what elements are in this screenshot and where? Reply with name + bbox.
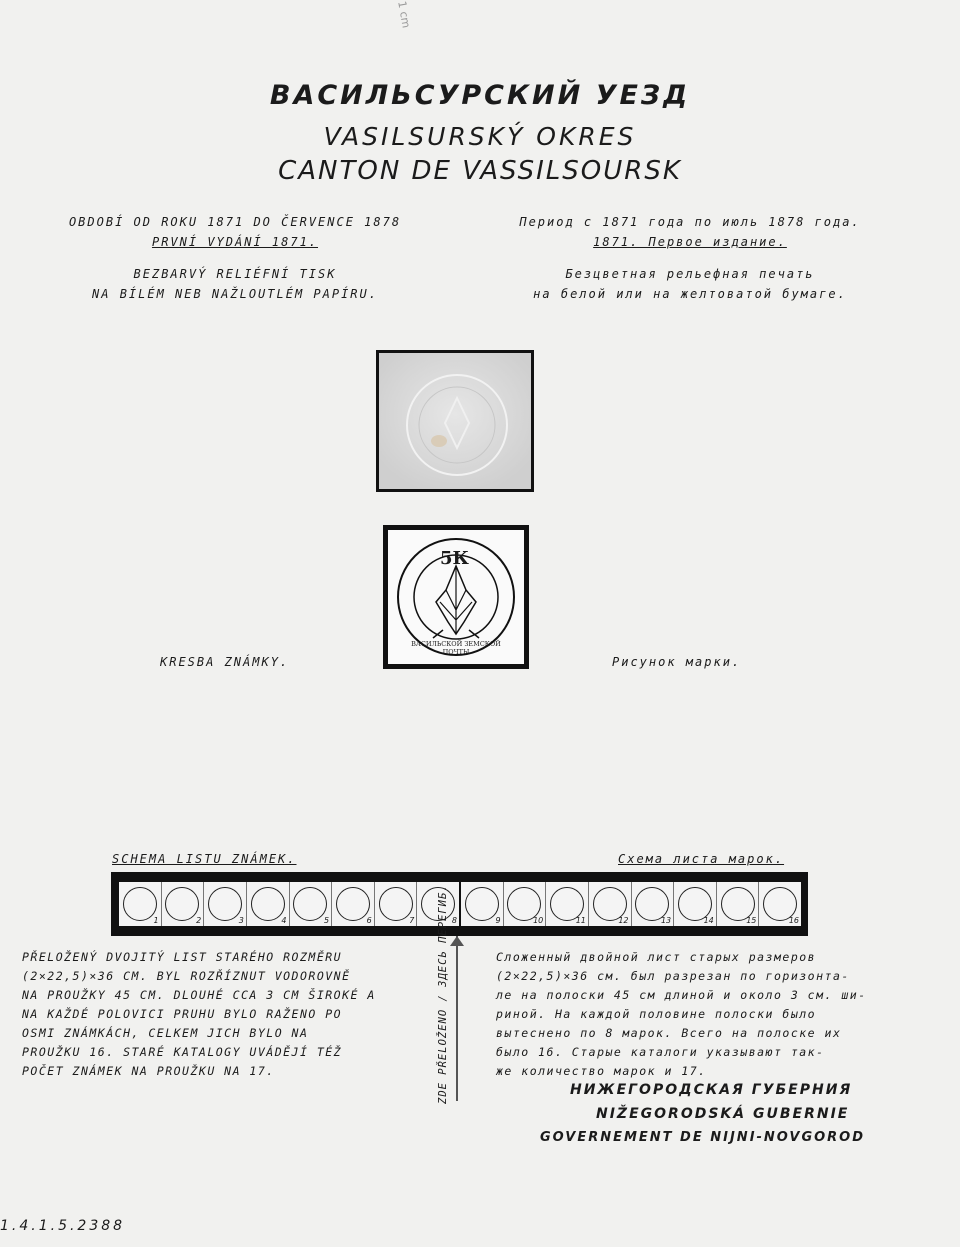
- stamp-cell: [717, 882, 760, 926]
- cell-number: 4: [281, 916, 287, 925]
- title-russian: ВАСИЛЬСУРСКИЙ УЕЗД: [269, 80, 691, 111]
- cell-number: 7: [409, 916, 415, 925]
- cell-number: 8: [451, 916, 457, 925]
- strip-cells: [119, 882, 801, 926]
- paragraph-line: Сложенный двойной лист старых размеров: [496, 950, 817, 964]
- fold-note: [436, 884, 476, 1104]
- caption-left: KRESBA ZNÁMKY.: [160, 655, 290, 669]
- stamp-circle: [123, 887, 157, 921]
- stamp-cell: [504, 882, 547, 926]
- cell-number: 15: [746, 916, 757, 925]
- cell-number: 16: [788, 916, 799, 925]
- cell-number: 5: [324, 916, 330, 925]
- paragraph-right: [496, 948, 906, 1081]
- stamp-cell: [162, 882, 205, 926]
- paragraph-line: NA PROUŽKY 45 CM. DLOUHÉ CCA 3 CM ŠIROKÉ A: [22, 988, 376, 1002]
- stamp-circle: [336, 887, 370, 921]
- stamp-cell: [375, 882, 418, 926]
- paragraph-line: PŘELOŽENÝ DVOJITÝ LIST STARÉHO ROZMĚRU: [22, 950, 343, 964]
- left-edition: PRVNÍ VYDÁNÍ 1871.: [151, 235, 319, 249]
- sheet-strip: [111, 872, 808, 936]
- right-column: [490, 212, 890, 304]
- paragraph-line: риной. На каждой половине полоски было: [496, 1007, 817, 1021]
- stamp-value: 5К: [440, 548, 469, 569]
- stamp-cell: [119, 882, 162, 926]
- stamp-legend: ВАСИЛЬСКОЙ ЗЕМСКОЙ ПОЧТЫ: [411, 640, 501, 656]
- stamp-cell: [674, 882, 717, 926]
- title-czech: VASILSURSKÝ OKRES: [323, 122, 637, 151]
- stamp-cell: [204, 882, 247, 926]
- cell-number: 2: [196, 916, 202, 925]
- left-print-line1: BEZBARVÝ RELIÉFNÍ TISK: [133, 267, 337, 281]
- stamp-cell: [461, 882, 504, 926]
- left-print-line2: NA BÍLÉM NEB NAŽLOUTLÉM PAPÍRU.: [92, 287, 378, 301]
- stamp-cell: [759, 882, 801, 926]
- cell-number: 13: [660, 916, 672, 925]
- paragraph-line: вытеснено по 8 марок. Всего на полоске их: [496, 1026, 842, 1040]
- left-period: OBDOBÍ OD ROKU 1871 DO ČERVENCE 1878: [68, 215, 402, 229]
- cell-number: 14: [703, 916, 714, 925]
- paragraph-line: PROUŽKU 16. STARÉ KATALOGY UVÁDĚJÍ TÉŽ: [22, 1045, 343, 1059]
- cell-number: 10: [533, 916, 544, 925]
- cell-number: 6: [366, 916, 372, 925]
- stamp-cell: [290, 882, 333, 926]
- title-french: CANTON DE VASSILSOURSK: [278, 156, 682, 186]
- stamp-cell: [589, 882, 632, 926]
- province-czech: NIŽEGORODSKÁ GUBERNIE: [596, 1106, 850, 1122]
- paragraph-line: POČET ZNÁMEK NA PROUŽKU NA 17.: [22, 1064, 275, 1078]
- cell-number: 9: [495, 916, 501, 925]
- sheet-label-right: Схема листа марок.: [618, 852, 785, 866]
- pencil-note: 1 cm: [395, 0, 413, 30]
- paragraph-line: OSMI ZNÁMKÁCH, CELKEM JICH BYLO NA: [22, 1026, 309, 1040]
- embossed-stamp-svg: [379, 353, 531, 489]
- cell-number: 1: [153, 916, 159, 925]
- stamp-cell: [332, 882, 375, 926]
- cell-number: 11: [575, 916, 586, 925]
- stamp-circle: [208, 887, 242, 921]
- caption-right: Рисунок марки.: [612, 655, 742, 669]
- embossed-stamp-image: [376, 350, 534, 492]
- right-period: Период с 1871 года по июль 1878 года.: [519, 215, 861, 229]
- cell-number: 3: [238, 916, 244, 925]
- stamp-circle: [165, 887, 199, 921]
- reference-number: 1.4.1.5.2388: [0, 1218, 126, 1234]
- province-russian: НИЖЕГОРОДСКАЯ ГУБЕРНИЯ: [570, 1082, 853, 1098]
- stamp-circle: [465, 887, 499, 921]
- province-french: GOVERNEMENT DE NIJNI-NOVGOROD: [540, 1130, 866, 1145]
- right-print-line1: Безцветная рельефная печать: [565, 267, 815, 281]
- sheet-label-left: SCHEMA LISTU ZNÁMEK.: [112, 852, 297, 866]
- stamp-cell: [632, 882, 675, 926]
- stamp-drawing: [383, 525, 529, 669]
- paragraph-line: (2×22,5)×36 CM. BYL ROZŘÍZNUT VODOROVNĚ: [22, 969, 351, 983]
- right-print-line2: на белой или на желтоватой бумаге.: [533, 287, 847, 301]
- paragraph-line: было 16. Старые каталоги указывают так-: [496, 1045, 825, 1059]
- stamp-circle: [293, 887, 327, 921]
- paragraph-line: NA KAŽDÉ POLOVICI PRUHU BYLO RAŽENO PO: [22, 1007, 343, 1021]
- paragraph-line: (2×22,5)×36 см. был разрезан по горизонта-: [496, 969, 850, 983]
- paragraph-line: же количество марок и 17.: [496, 1064, 707, 1078]
- stamp-circle: [379, 887, 413, 921]
- stamp-cell: [247, 882, 290, 926]
- left-column: [40, 212, 430, 304]
- paragraph-left: [22, 948, 432, 1081]
- paragraph-line: ле на полоски 45 см длиной и около 3 см. ши-: [496, 988, 867, 1002]
- stamp-circle: [251, 887, 285, 921]
- fold-note-text: ZDE PŘELOŽENO / ЗДЕСЬ ПЕРЕГИБ.: [437, 884, 449, 1104]
- stamp-cell: [546, 882, 589, 926]
- right-edition: 1871. Первое издание.: [593, 235, 787, 249]
- cell-number: 12: [618, 916, 629, 925]
